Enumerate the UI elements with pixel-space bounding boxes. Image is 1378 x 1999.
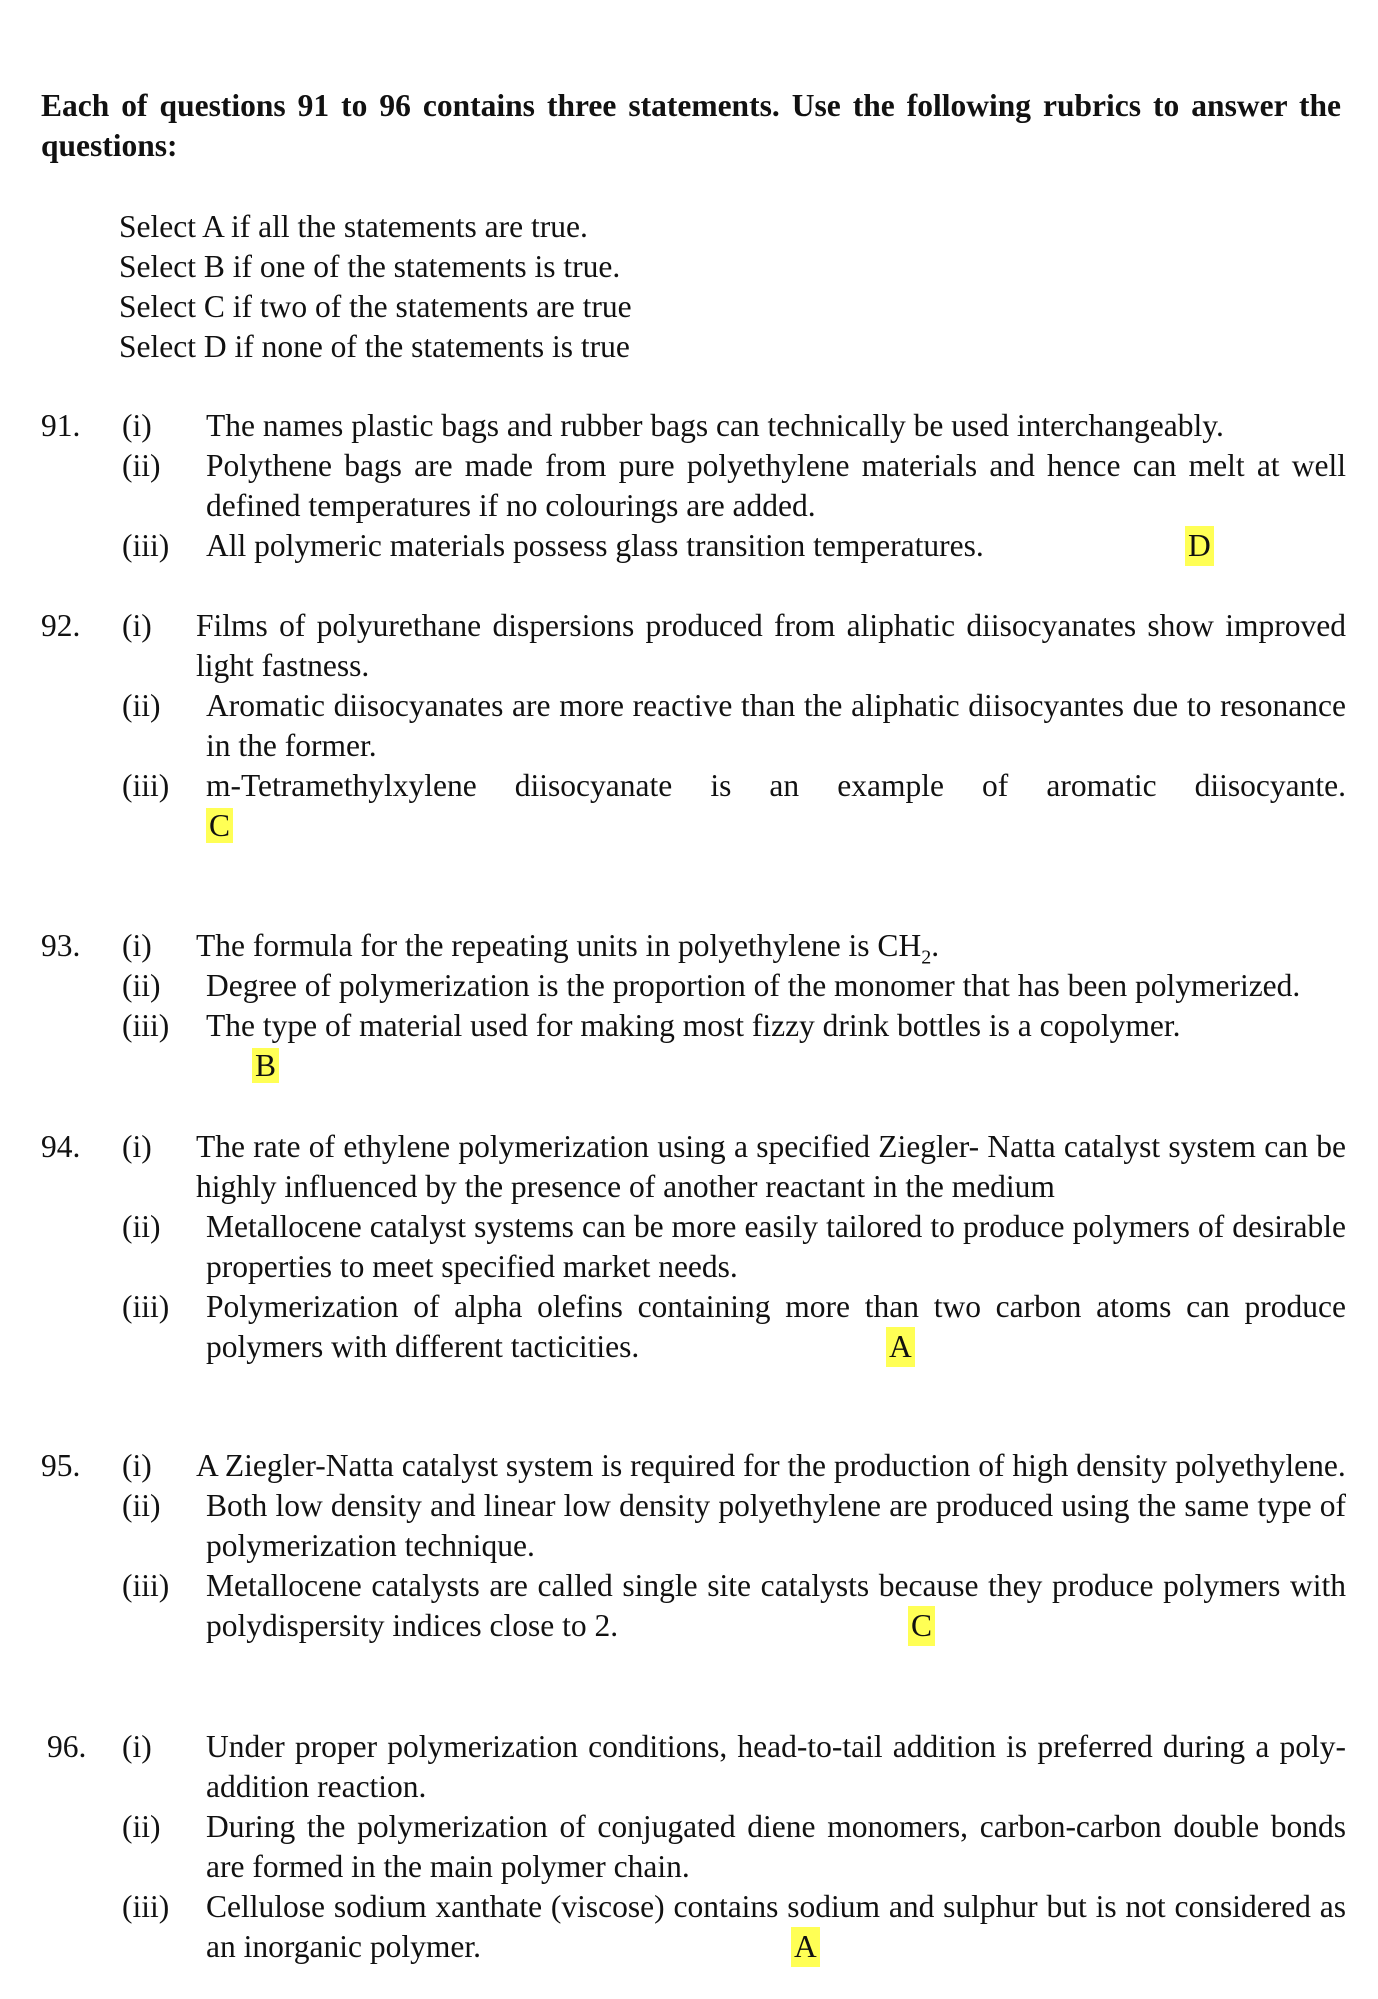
question-93 [41,926,1346,1086]
statement-suffix: . [931,928,940,963]
rubric-list [119,207,1019,367]
statement-text: Films of polyurethane dispersions produced from aliphatic diisocyanates show improved light fastness. [196,608,1346,683]
statement-text: During the polymerization of conjugated diene monomers, carbon-carbon double bonds are formed in the main polymer chain. [206,1809,1346,1884]
statement-text: Metallocene catalyst systems can be more easily tailored to produce polymers of desirable properties to meet specified market needs. [206,1209,1346,1284]
statement-label: (i) [122,408,152,443]
statement-label: (ii) [122,688,161,723]
question-96 [41,1727,1346,1967]
question-number: 92. [41,608,81,643]
statement-text: Under proper polymerization conditions, head-to-tail addition is preferred during a poly-addition reaction. [206,1729,1346,1804]
statement-text: Cellulose sodium xanthate (viscose) contains sodium and sulphur but is not considered as an inorganic polymer. [206,1889,1346,1964]
question-number: 94. [41,1129,81,1164]
statement-text: Degree of polymerization is the proportion of the monomer that has been polymerized. [206,968,1301,1003]
rubric-a: Select A if all the statements are true. [119,209,588,244]
rubric-b: Select B if one of the statements is true. [119,249,621,284]
rubric-d: Select D if none of the statements is true [119,329,630,364]
statement-label: (i) [122,928,152,963]
answer-highlight: B [252,1048,279,1083]
statement-text: A Ziegler-Natta catalyst system is required for the production of high density polyethylene. [196,1448,1346,1483]
statement-label: (i) [122,1729,152,1764]
question-number: 95. [41,1448,81,1483]
statement-label: (iii) [122,1008,170,1043]
statement-label: (ii) [122,1209,161,1244]
question-94 [41,1127,1346,1367]
statement-text: Metallocene catalysts are called single site catalysts because they produce polymers with polydispersity indices close to 2. [206,1568,1346,1643]
statement-label: (ii) [122,448,161,483]
statement-text: m-Tetramethylxylene diisocyanate is an example of aromatic diisocyante. [206,768,1346,803]
statement-text: The rate of ethylene polymerization using a specified Ziegler- Natta catalyst system can be highly influenced by the presence of another reactant in the medium [196,1129,1346,1204]
statement-text: Both low density and linear low density polyethylene are produced using the same type of polymerization technique. [206,1488,1346,1563]
statement-label: (iii) [122,1568,170,1603]
statement-label: (iii) [122,1889,170,1924]
answer-highlight: D [1185,526,1214,566]
answer-highlight: A [791,1927,820,1967]
statement-label: (ii) [122,1809,161,1844]
statement-text: The formula for the repeating units in polyethylene is CH [196,928,922,963]
answer-highlight: C [908,1606,935,1646]
statement-label: (ii) [122,968,161,1003]
statement-label: (i) [122,608,152,643]
statement-label: (ii) [122,1488,161,1523]
statement-text: Aromatic diisocyanates are more reactive than the aliphatic diisocyantes due to resonance in the former. [206,688,1346,763]
question-number: 96. [47,1729,87,1764]
statement-text: All polymeric materials possess glass transition temperatures. [206,528,984,563]
answer-highlight: A [886,1327,915,1367]
statement-label: (iii) [122,528,170,563]
statement-text: Polythene bags are made from pure polyethylene materials and hence can melt at well defined temperatures if no colourings are added. [206,448,1346,523]
statement-text: The names plastic bags and rubber bags can technically be used interchangeably. [206,408,1224,443]
instructions: Each of questions 91 to 96 contains three statements. Use the following rubrics to answer the questions: [41,88,1341,163]
statement-label: (i) [122,1448,152,1483]
subscript: 2 [921,946,932,969]
question-number: 93. [41,928,81,963]
statement-label: (i) [122,1129,152,1164]
question-number: 91. [41,408,81,443]
question-95 [41,1446,1346,1646]
statement-label: (iii) [122,1289,170,1324]
statement-label: (iii) [122,768,170,803]
statement-text: Polymerization of alpha olefins containing more than two carbon atoms can produce polymers with different tacticities. [206,1289,1346,1364]
answer-highlight: C [206,808,233,843]
question-91 [41,406,1346,566]
question-92 [41,606,1346,846]
rubric-c: Select C if two of the statements are true [119,289,632,324]
statement-text: The type of material used for making most fizzy drink bottles is a copolymer. [206,1008,1181,1043]
